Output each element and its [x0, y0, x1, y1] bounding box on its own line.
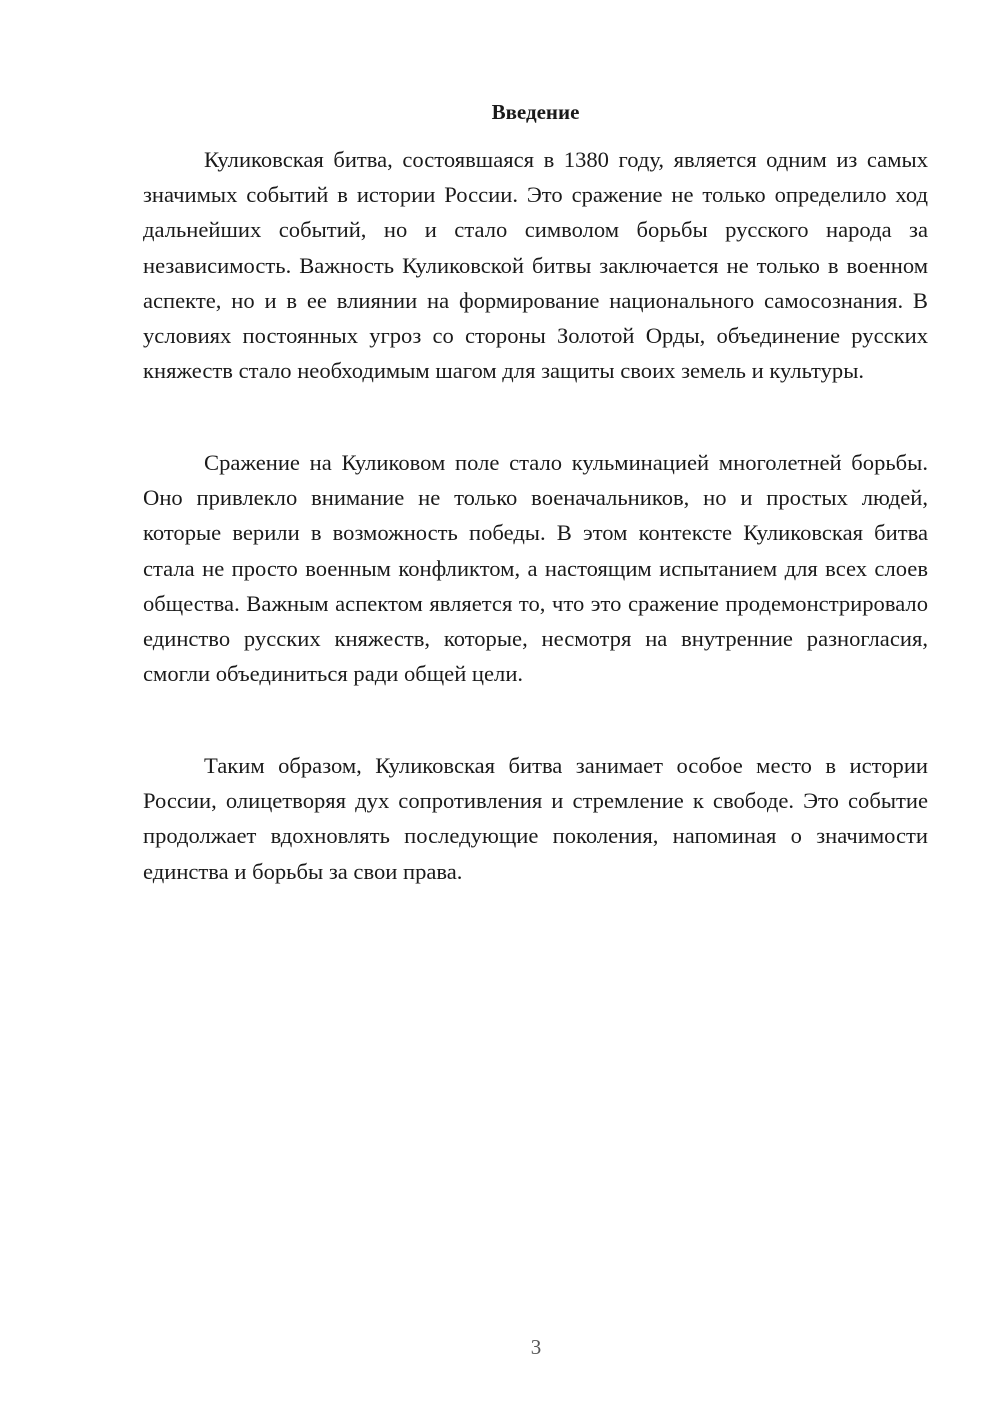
paragraph-2: Сражение на Куликовом поле стало кульминацией многолетней борьбы. Оно привлекло внимание не только военачальников, но и простых людей, которые верили в возможность победы. В этом контексте Куликовская битва стала не просто военным конфликтом, а настоящим испытанием для всех слоев общества. Важным аспектом является то, что это сражение продемонстрировало единство русских княжеств, которые, несмотря на внутренние разногласия, смогли объединиться ради общей цели.	[143, 450, 928, 687]
section-title: Введение	[491, 100, 580, 124]
paragraph-1: Куликовская битва, состоявшаяся в 1380 году, является одним из самых значимых событий в истории России. Это сражение не только определило ход дальнейших событий, но и стало символом борьбы русского народа за независимость. Важность Куликовской битвы заключается не только в военном аспекте, но и в ее влиянии на формирование национального самосознания. В условиях постоянных угроз со стороны Золотой Орды, объединение русских княжеств стало необходимым шагом для защиты своих земель и культуры.	[143, 147, 928, 384]
paragraph-3: Таким образом, Куликовская битва занимает особое место в истории России, олицетворяя дух сопротивления и стремление к свободе. Это событие продолжает вдохновлять последующие поколения, напоминая о значимости единства и борьбы за свои права.	[143, 753, 928, 884]
page-number: 3	[530, 1335, 542, 1359]
